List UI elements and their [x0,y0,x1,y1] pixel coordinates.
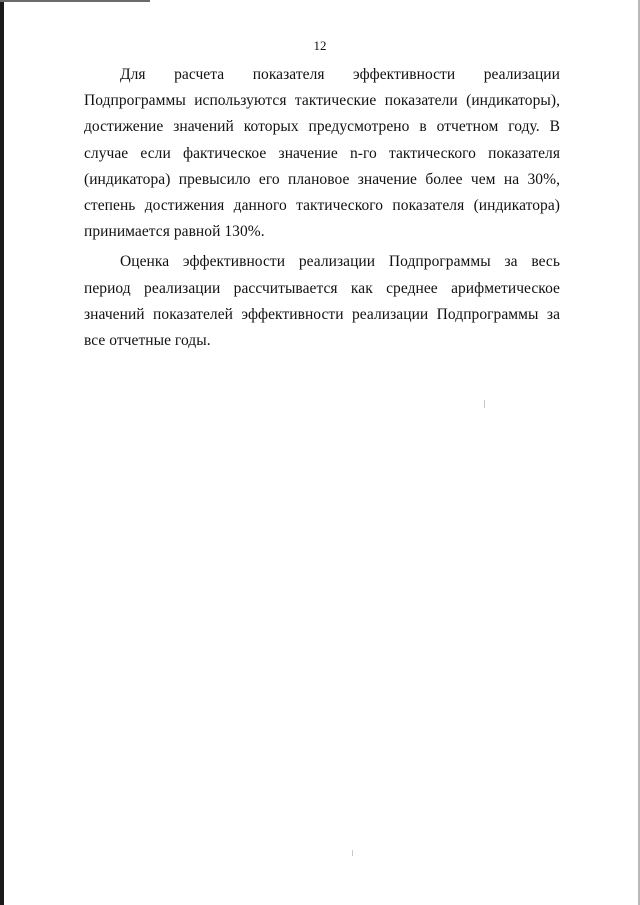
document-body [84,62,560,358]
scan-border-left [0,0,4,905]
page-number: 12 [313,38,327,53]
scan-border-top [0,0,150,2]
paragraph-2: Оценка эффективности реализации Подпрограммы за весь период реализации рассчитывается как среднее арифметическое значений показателей эффективности реализации Подпрограммы за все отчетные годы. [84,253,560,350]
scan-speck [352,850,353,856]
scan-speck [484,400,485,408]
paragraph-1: Для расчета показателя эффективности реализации Подпрограммы используются тактические показатели (индикаторы), достижение значений которых предусмотрено в отчетном году. В случае если фактическое значение n-го тактического показателя (индикатора) превысило его плановое значение более чем на 30%, степень достижения данного тактического показателя (индикатора) принимается равной 130%. [84,66,560,241]
